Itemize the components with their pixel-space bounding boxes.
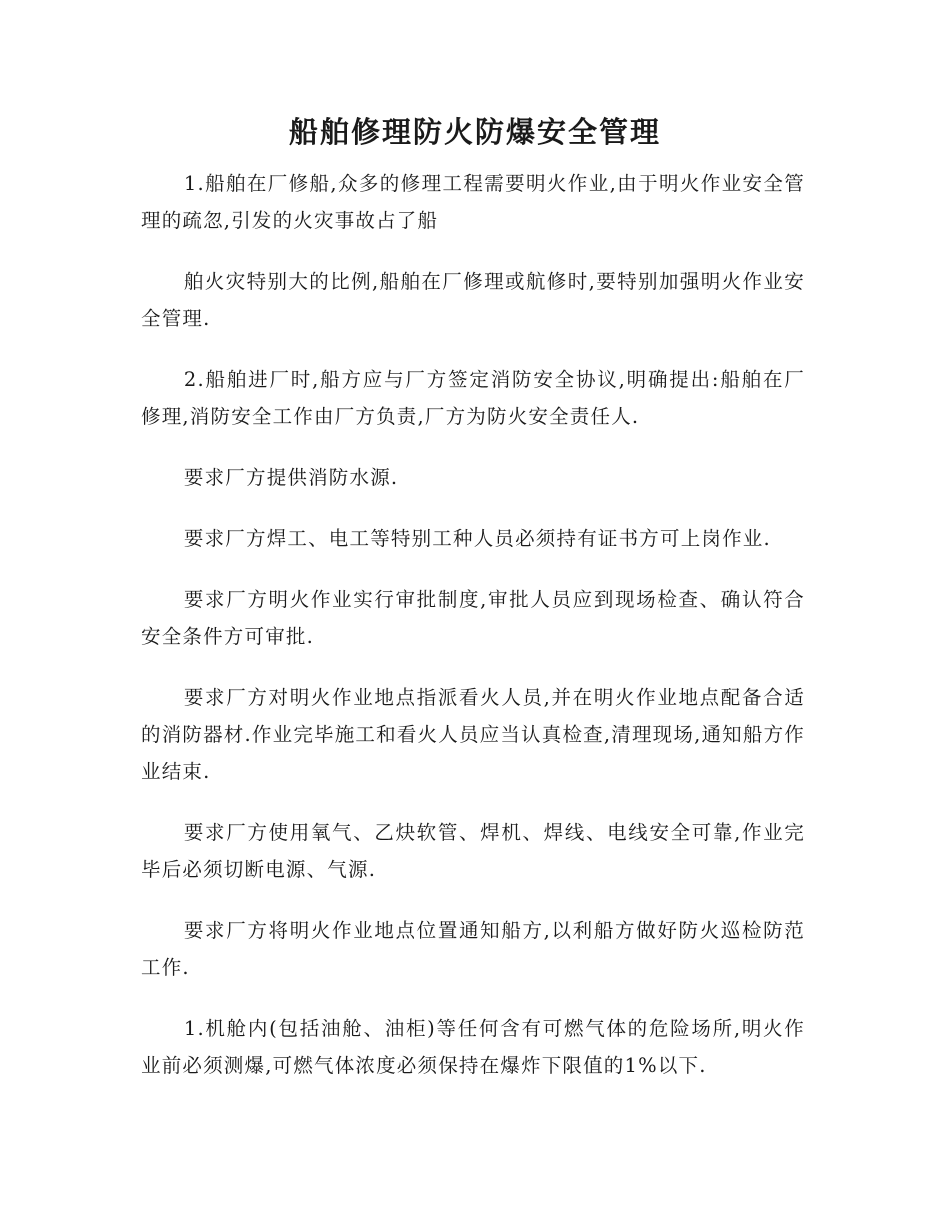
paragraph-1: 1.船舶在厂修船,众多的修理工程需要明火作业,由于明火作业安全管理的疏忽,引发的火灾事故占了船 <box>141 172 805 232</box>
paragraph-3: 2.船舶进厂时,船方应与厂方签定消防安全协议,明确提出:船舶在厂修理,消防安全工作由厂方负责,厂方为防火安全责任人. <box>141 368 805 428</box>
paragraph-6: 要求厂方明火作业实行审批制度,审批人员应到现场检查、确认符合安全条件方可审批. <box>141 588 805 648</box>
document-body <box>141 165 805 1108</box>
paragraph-10: 1.机舱内(包括油舱、油柜)等任何含有可燃气体的危险场所,明火作业前必须测爆,可燃气体浓度必须保持在爆炸下限值的1%以下. <box>141 1017 805 1077</box>
paragraph-7: 要求厂方对明火作业地点指派看火人员,并在明火作业地点配备合适的消防器材.作业完毕施工和看火人员应当认真检查,清理现场,通知船方作业结束. <box>141 686 805 783</box>
document-title: 船舶修理防火防爆安全管理 <box>288 115 661 149</box>
paragraph-9: 要求厂方将明火作业地点位置通知船方,以利船方做好防火巡检防范工作. <box>141 919 805 979</box>
paragraph-8: 要求厂方使用氧气、乙炔软管、焊机、焊线、电线安全可靠,作业完毕后必须切断电源、气源. <box>141 821 805 881</box>
paragraph-4: 要求厂方提供消防水源. <box>183 466 399 489</box>
paragraph-2: 舶火灾特别大的比例,船舶在厂修理或航修时,要特别加强明火作业安全管理. <box>141 270 805 330</box>
paragraph-5: 要求厂方焊工、电工等特别工种人员必须持有证书方可上岗作业. <box>183 527 771 550</box>
